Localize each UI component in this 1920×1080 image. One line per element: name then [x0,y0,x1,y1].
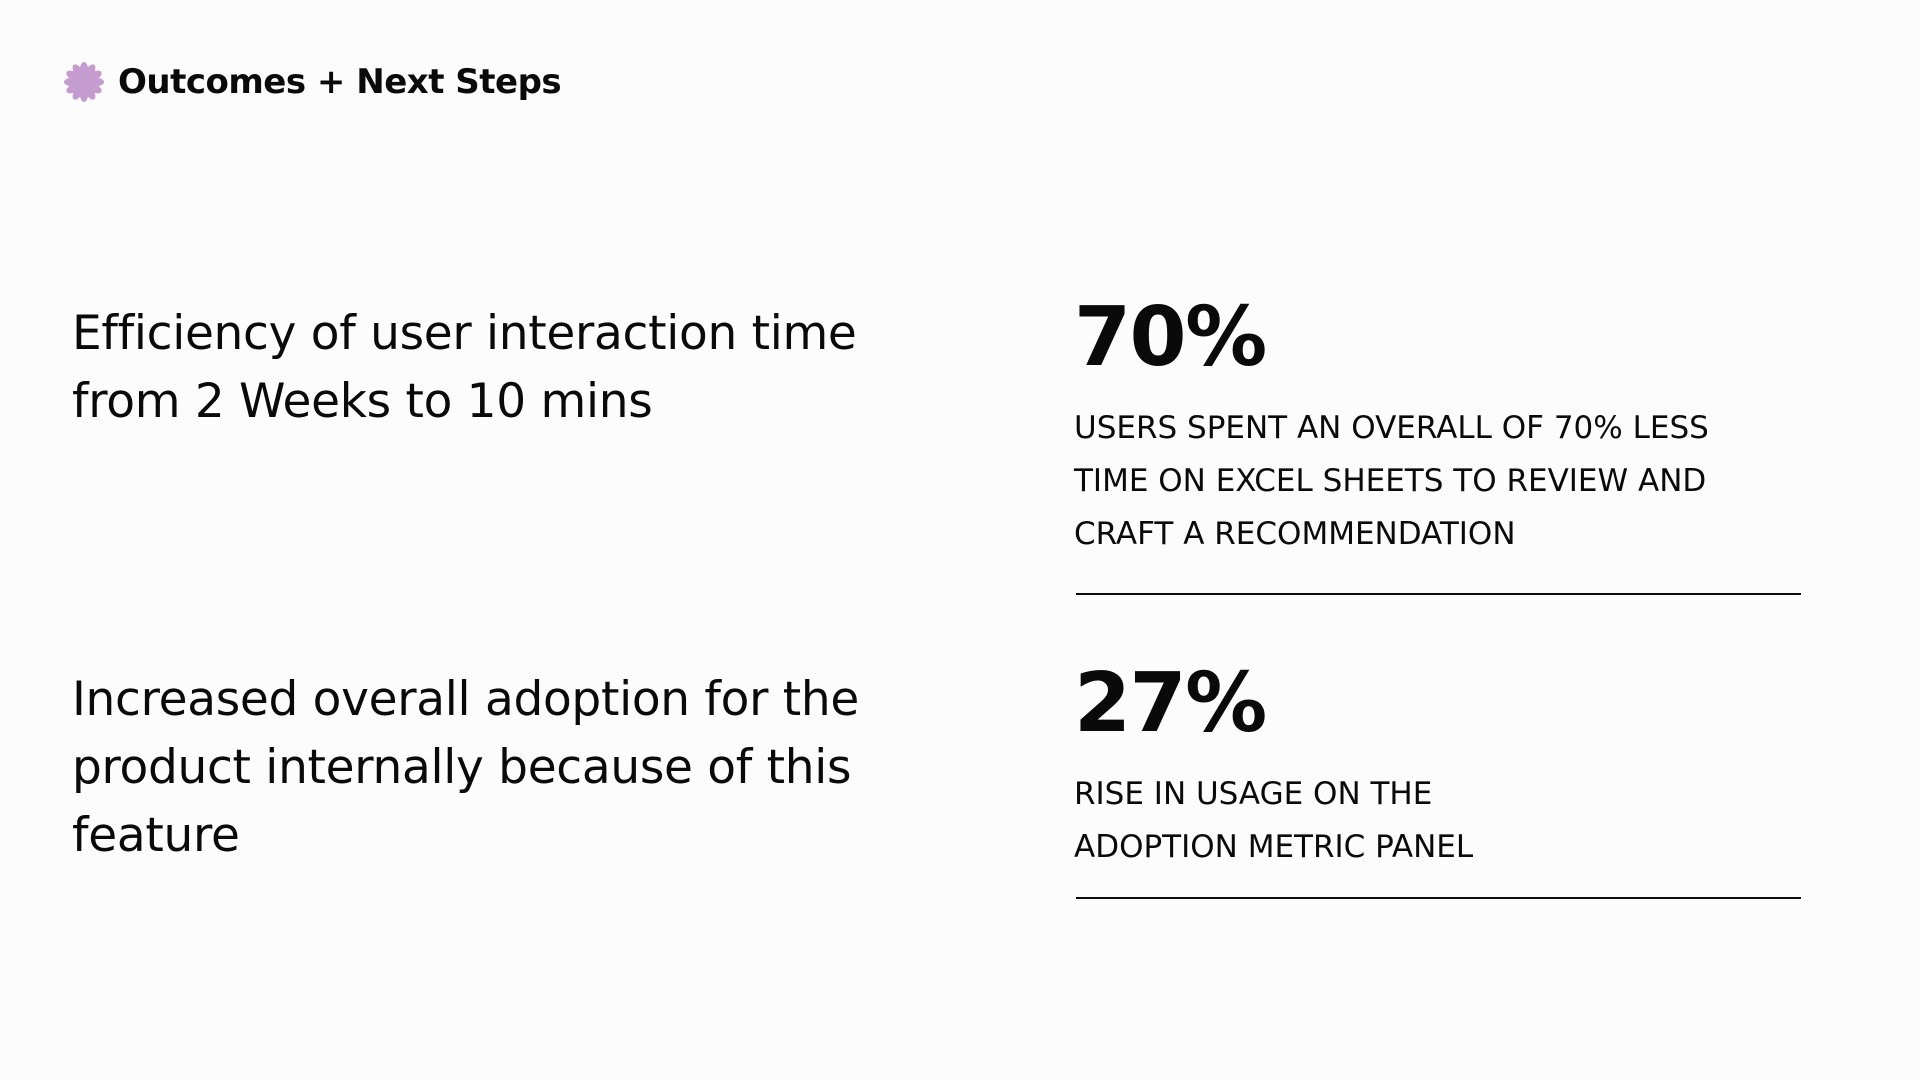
metric-description [1074,768,1804,874]
metric-description-line: RISE IN USAGE ON THE [1074,776,1433,812]
divider [1076,593,1801,595]
outcome-metric [1074,290,1804,561]
outcome-claim: Increased overall adoption for the product internally because of this feature [72,672,860,863]
page-title: Outcomes + Next Steps [118,62,562,102]
metric-value: 70% [1074,290,1266,385]
divider [1076,897,1801,899]
slide-header [64,62,561,102]
metric-value: 27% [1074,656,1266,751]
metric-description-line: TIME ON EXCEL SHEETS TO REVIEW AND [1074,463,1707,499]
outcome-metric [1074,656,1804,874]
metric-description-line: ADOPTION METRIC PANEL [1074,829,1474,865]
outcome-claim: Efficiency of user interaction time from 2 Weeks to 10 mins [72,306,857,429]
flower-icon [64,62,104,102]
metric-description [1074,402,1804,561]
metric-description-line: USERS SPENT AN OVERALL OF 70% LESS [1074,410,1709,446]
metric-description-line: CRAFT A RECOMMENDATION [1074,516,1516,552]
